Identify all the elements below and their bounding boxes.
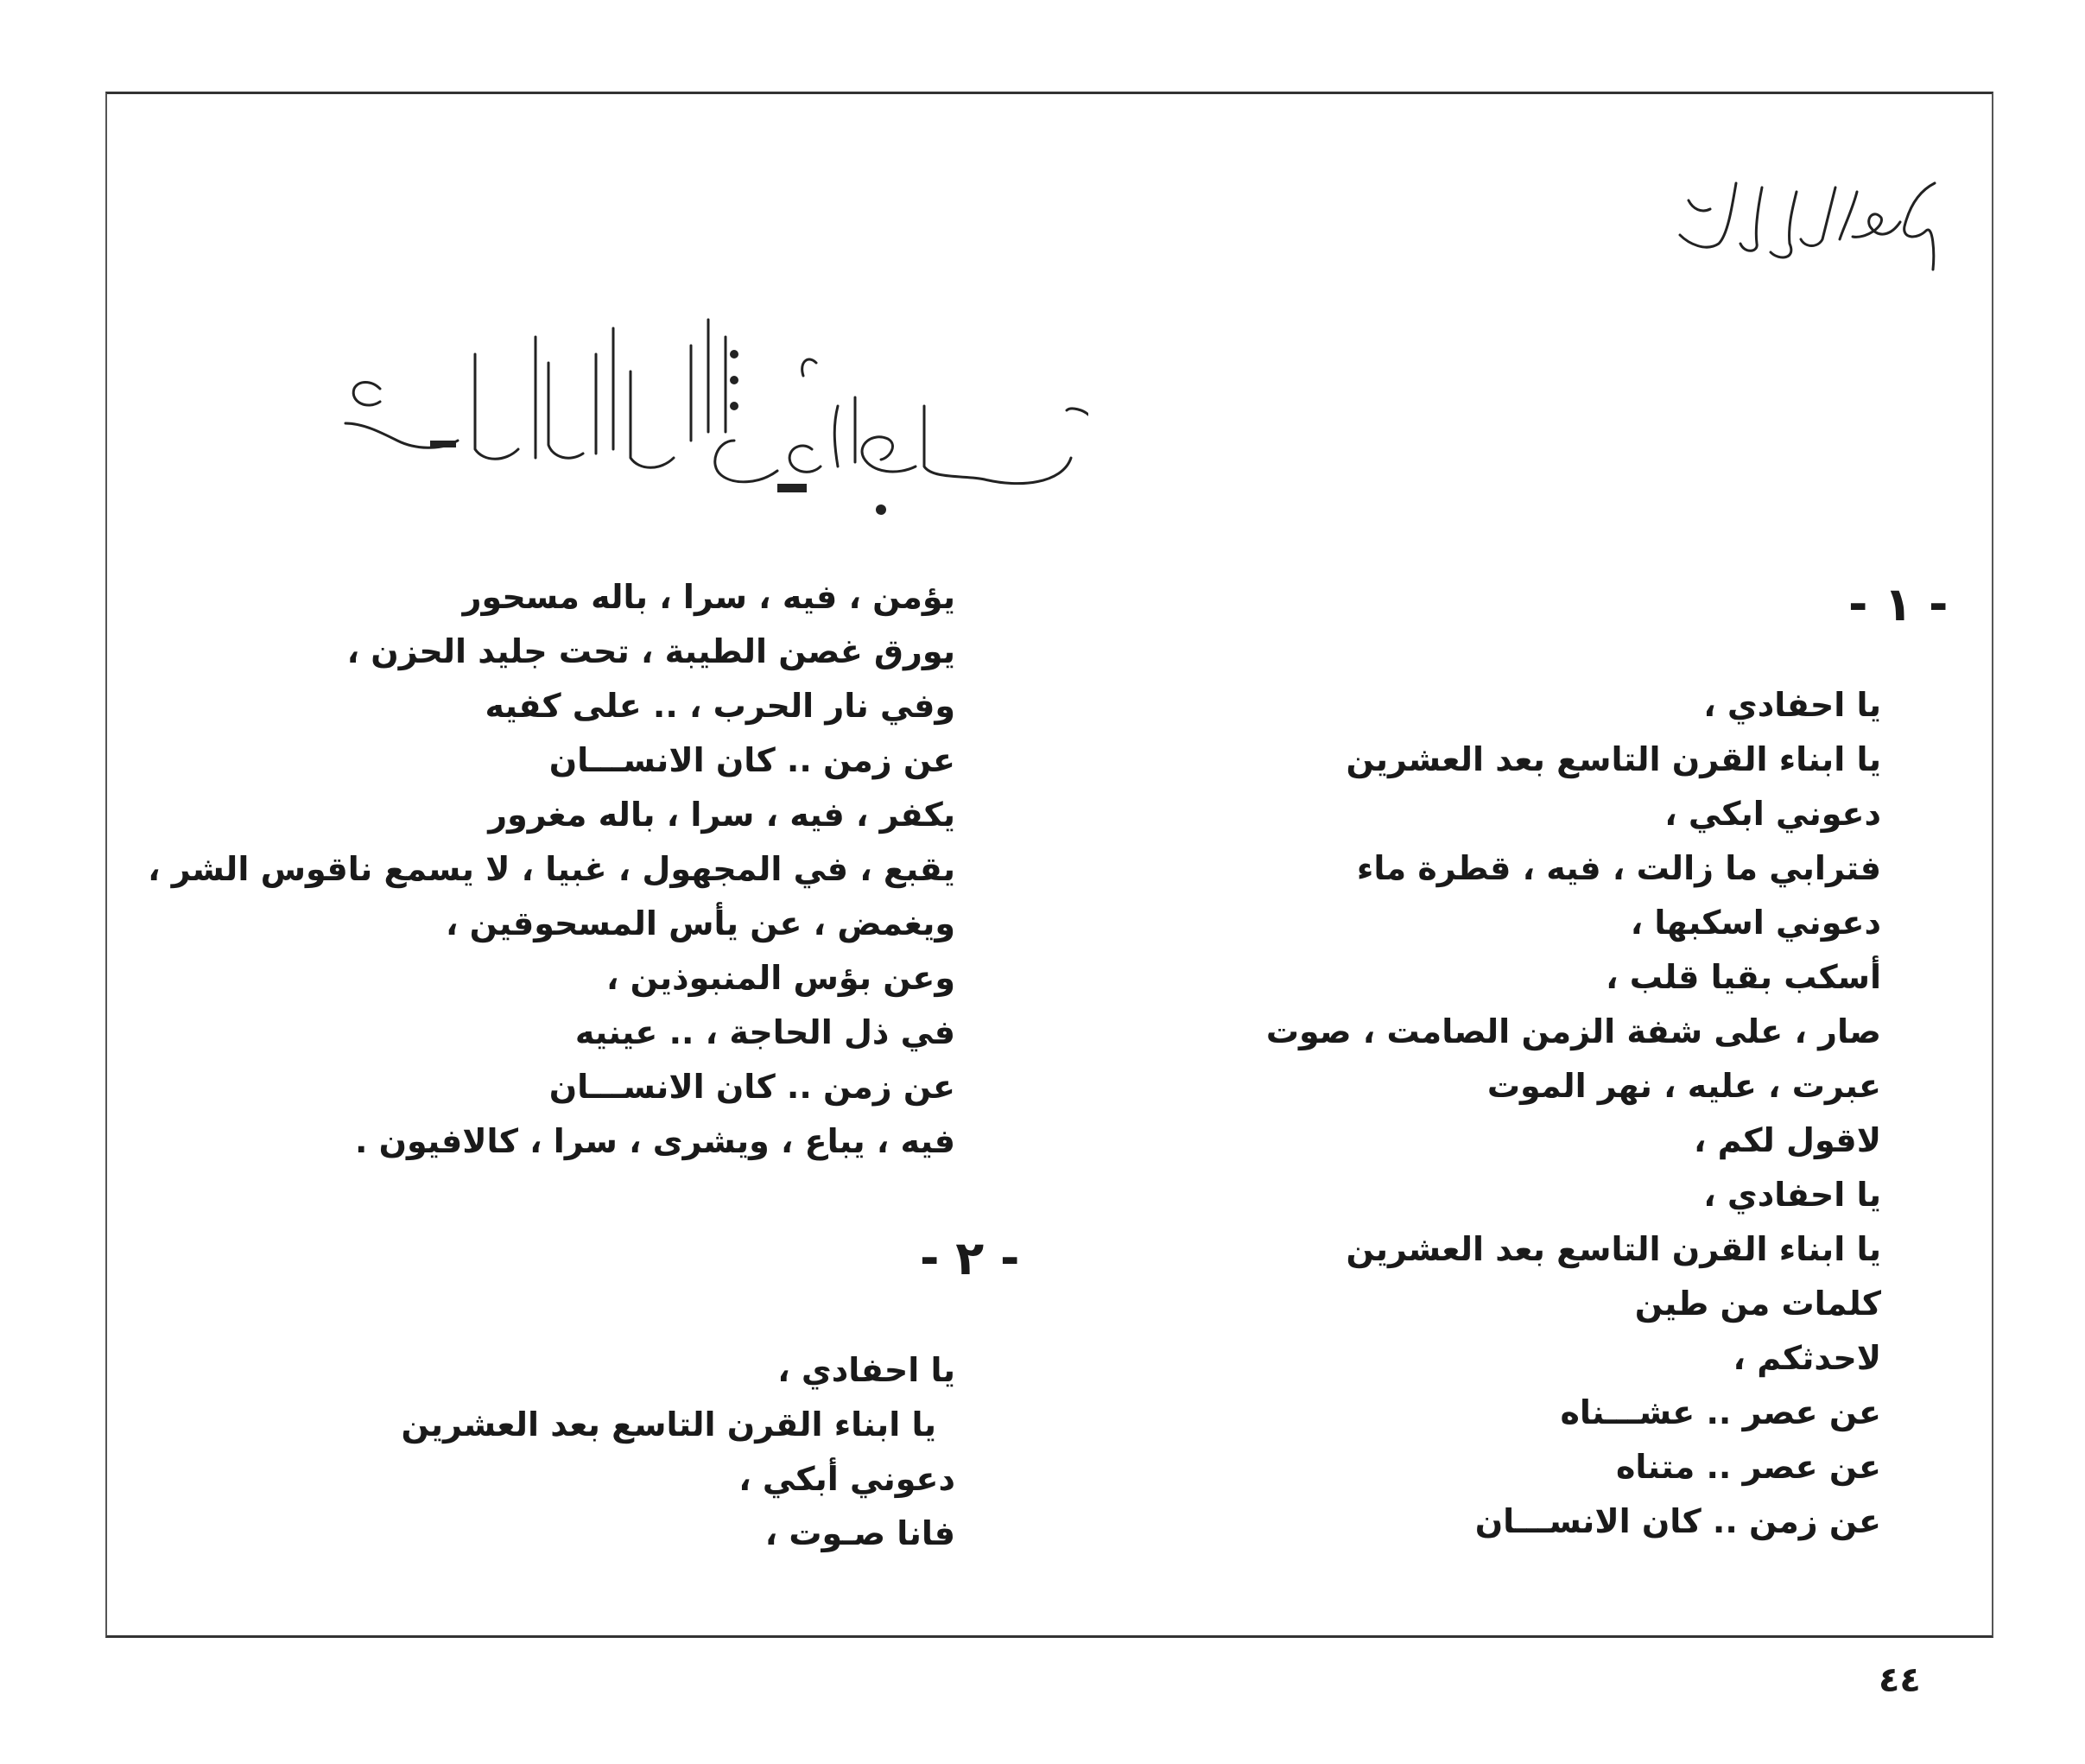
poem-line: في ذل الحاجة ، .. عينيه	[574, 1013, 955, 1051]
poem-line: دعوني ابكي ،	[1664, 795, 1881, 833]
title-calligraphy	[328, 302, 1088, 518]
poem-line: دعوني أبكي ،	[738, 1460, 955, 1498]
poem-line: يا احفادي ،	[777, 1351, 955, 1389]
section-2-number: - ٢ -	[920, 1231, 1020, 1285]
poem-line: كلمات من طين	[1634, 1285, 1881, 1323]
poem-line: يورق غصن الطيبة ، تحت جليد الحزن ،	[346, 632, 955, 670]
poem-line: عن عصر .. متناه	[1615, 1448, 1881, 1486]
poem-line: يا ابناء القرن التاسع بعد العشرين	[401, 1405, 936, 1444]
poem-line: دعوني اسكبها ،	[1630, 904, 1881, 942]
poem-line: وفي نار الحرب ، .. على كفيه	[485, 687, 955, 725]
section-1-continuation	[92, 570, 955, 1169]
poem-line: ويغمض ، عن يأس المسحوقين ،	[445, 904, 955, 942]
signature	[1658, 157, 1943, 287]
poem-line: عبرت ، عليه ، نهر الموت	[1486, 1067, 1881, 1105]
poem-line: فانا صـوت ،	[764, 1514, 955, 1552]
section-2-poem	[178, 1343, 955, 1561]
poem-line: يا احفادي ،	[1703, 1176, 1881, 1214]
poem-line: فترابي ما زالت ، فيه ، قطرة ماء	[1356, 849, 1881, 887]
poem-line: يا احفادي ،	[1703, 686, 1881, 724]
section-1-poem	[1104, 678, 1881, 1549]
poem-line: يا ابناء القرن التاسع بعد العشرين	[1346, 1230, 1881, 1268]
poem-line: وعن بؤس المنبوذين ،	[605, 959, 955, 997]
poem-line: يا ابناء القرن التاسع بعد العشرين	[1346, 740, 1881, 778]
poem-line: فيه ، يباع ، ويشرى ، سرا ، كالافيون .	[354, 1122, 955, 1160]
poem-line: عن زمن .. كان الانســـان	[1474, 1502, 1881, 1540]
poem-line: يكفر ، فيه ، سرا ، باله مغرور	[488, 796, 955, 834]
poem-line: عن عصر .. عشـــناه	[1560, 1393, 1881, 1431]
poem-line: عن زمن .. كان الانســـان	[548, 741, 955, 779]
page-number: ٤٤	[1879, 1660, 1921, 1700]
poem-line: يقبع ، في المجهول ، غبيا ، لا يسمع ناقوس الشر ،	[148, 850, 955, 888]
section-1-number: - ١ -	[1848, 577, 1949, 631]
poem-line: صار ، على شفة الزمن الصامت ، صوت	[1265, 1012, 1881, 1050]
poem-line: يؤمن ، فيه ، سرا ، باله مسحور	[462, 578, 955, 616]
poem-line: أسكب بقيا قلب ،	[1606, 958, 1881, 996]
poem-line: لاقول لكم ،	[1693, 1121, 1881, 1159]
poem-line: لاحدثكم ،	[1733, 1339, 1881, 1377]
poem-line: عن زمن .. كان الانســـان	[548, 1068, 955, 1106]
